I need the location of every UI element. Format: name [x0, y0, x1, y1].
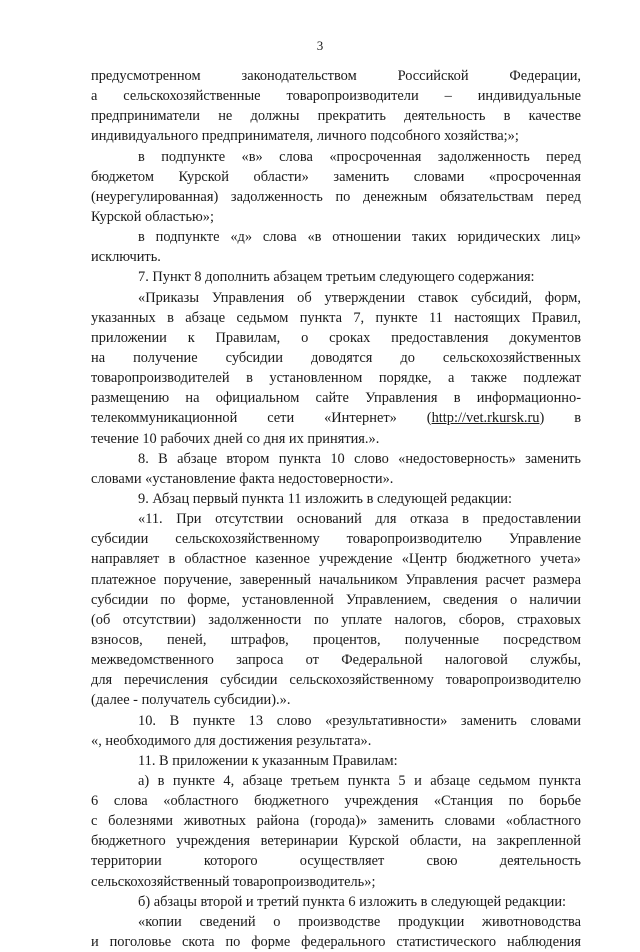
text-line: [91, 751, 581, 771]
line-text: 7. Пункт 8 дополнить абзацем третьим следующего содержания:: [138, 269, 535, 286]
line-text: направляет в областное казенное учреждение «Центр бюджетного учета»: [91, 551, 581, 568]
text-line: [91, 549, 581, 569]
line-text-after: ) в: [539, 410, 582, 427]
line-text: (неурегулированная) задолженность по денежным обязательствам перед: [91, 188, 581, 205]
line-text: субсидии по форме, установленной Управлением, сведения о наличии: [91, 591, 581, 608]
text-line: [91, 731, 581, 751]
text-line: [91, 872, 581, 892]
text-line: [91, 267, 581, 287]
line-text: 6 слова «областного бюджетного учреждения «Станция по борьбе: [91, 793, 581, 810]
line-text: в подпункте «д» слова «в отношении таких юридических лиц»: [138, 229, 581, 246]
text-line: [91, 811, 581, 831]
text-line: [91, 106, 581, 126]
text-line: [91, 227, 581, 247]
line-text: а) в пункте 4, абзаце третьем пункта 5 и абзаце седьмом пункта: [138, 772, 581, 789]
line-text: предприниматели не должны прекратить деятельность в качестве: [91, 108, 581, 125]
text-line: [91, 489, 581, 509]
line-text: территории которого осуществляет свою деятельность: [91, 853, 581, 870]
line-text: субсидии сельскохозяйственному товаропроизводителю Управление: [91, 531, 581, 548]
text-line: [91, 207, 581, 227]
text-line: [91, 388, 581, 408]
text-line: [91, 86, 581, 106]
line-text: «11. При отсутствии оснований для отказа в предоставлении: [138, 511, 581, 528]
text-line: [91, 247, 581, 267]
line-text: исключить.: [91, 249, 161, 266]
line-text: Курской областью»;: [91, 208, 214, 225]
line-text: предусмотренном законодательством Российской Федерации,: [91, 68, 581, 84]
line-text: 10. В пункте 13 слово «результативности» заменить словами: [138, 712, 581, 729]
text-line: [91, 147, 581, 167]
text-line: [91, 348, 581, 368]
text-line: [91, 308, 581, 328]
text-line: [91, 187, 581, 207]
text-line: [91, 288, 581, 308]
text-line: [91, 851, 581, 871]
line-text: 9. Абзац первый пункта 11 изложить в следующей редакции:: [138, 490, 512, 507]
line-text: 11. В приложении к указанным Правилам:: [138, 752, 398, 769]
text-line: [91, 892, 581, 912]
line-text: приложении к Правилам, о сроках предоставления документов: [91, 329, 581, 346]
line-text: б) абзацы второй и третий пункта 6 изложить в следующей редакции:: [138, 893, 567, 910]
line-text: размещению на официальном сайте Управления в информационно-: [91, 390, 581, 407]
text-line: [91, 429, 581, 449]
text-line: [91, 529, 581, 549]
text-line: [91, 650, 581, 670]
text-line: [91, 771, 581, 791]
document-body: [91, 66, 581, 952]
line-text: 8. В абзаце втором пункта 10 слово «недостоверность» заменить: [138, 450, 581, 467]
line-text: указанных в абзаце седьмом пункта 7, пункте 11 настоящих Правил,: [91, 309, 581, 326]
page-number: 3: [316, 38, 324, 53]
line-text: в подпункте «в» слова «просроченная задолженность перед: [138, 148, 581, 165]
text-line: [91, 670, 581, 690]
text-line: [91, 509, 581, 529]
text-line: [91, 449, 581, 469]
text-line: [91, 690, 581, 710]
text-line: [91, 126, 581, 146]
text-line: [91, 932, 581, 952]
line-text: сельскохозяйственный товаропроизводитель»;: [91, 873, 376, 890]
line-text: «, необходимого для достижения результата».: [91, 732, 372, 749]
text-line: [91, 791, 581, 811]
line-text: индивидуального предпринимателя, личного подсобного хозяйства;»;: [91, 128, 519, 145]
text-line: [91, 469, 581, 489]
line-text: «Приказы Управления об утверждении ставок субсидий, форм,: [138, 289, 581, 306]
text-line: [91, 167, 581, 187]
text-line: [91, 610, 581, 630]
line-text: течение 10 рабочих дней со дня их принятия.».: [91, 430, 380, 447]
line-text: бюджетом Курской области» заменить словами «просроченная: [91, 168, 581, 185]
text-line: [91, 912, 581, 932]
line-text: «копии сведений о производстве продукции животноводства: [138, 913, 581, 930]
text-line: [91, 66, 581, 86]
text-line: [91, 831, 581, 851]
website-link[interactable]: http://vet.rkursk.ru: [431, 410, 540, 427]
line-text: (об отсутствии) задолженности по уплате налогов, сборов, страховых: [91, 611, 581, 628]
line-text: товаропроизводителей в установленном порядке, а также подлежат: [91, 370, 581, 387]
line-text: (далее - получатель субсидии).».: [91, 692, 291, 709]
line-text: для перечисления субсидии сельскохозяйственному товаропроизводителю: [91, 672, 581, 689]
line-text: бюджетного учреждения ветеринарии Курской области, на закрепленной: [91, 833, 581, 850]
line-text: и поголовье скота по форме федерального статистического наблюдения: [91, 934, 581, 951]
line-text: платежное поручение, заверенный начальником Управления расчет размера: [91, 571, 581, 588]
text-line: [91, 590, 581, 610]
text-line: [91, 570, 581, 590]
text-line: [91, 711, 581, 731]
line-text: на получение субсидии доводятся до сельскохозяйственных: [91, 349, 581, 366]
text-line: [91, 368, 581, 388]
text-line: [91, 328, 581, 348]
line-text: межведомственного запроса от Федеральной налоговой службы,: [91, 652, 581, 669]
text-line: [91, 630, 581, 650]
line-text: телекоммуникационной сети «Интернет» (: [91, 410, 432, 427]
line-text: с болезнями животных района (города)» заменить словами «областного: [91, 813, 581, 830]
text-line: [91, 408, 581, 428]
line-text: словами «установление факта недостоверности».: [91, 470, 394, 487]
line-text: взносов, пеней, штрафов, процентов, полученные посредством: [91, 631, 581, 648]
line-text: а сельскохозяйственные товаропроизводители – индивидуальные: [91, 88, 581, 105]
